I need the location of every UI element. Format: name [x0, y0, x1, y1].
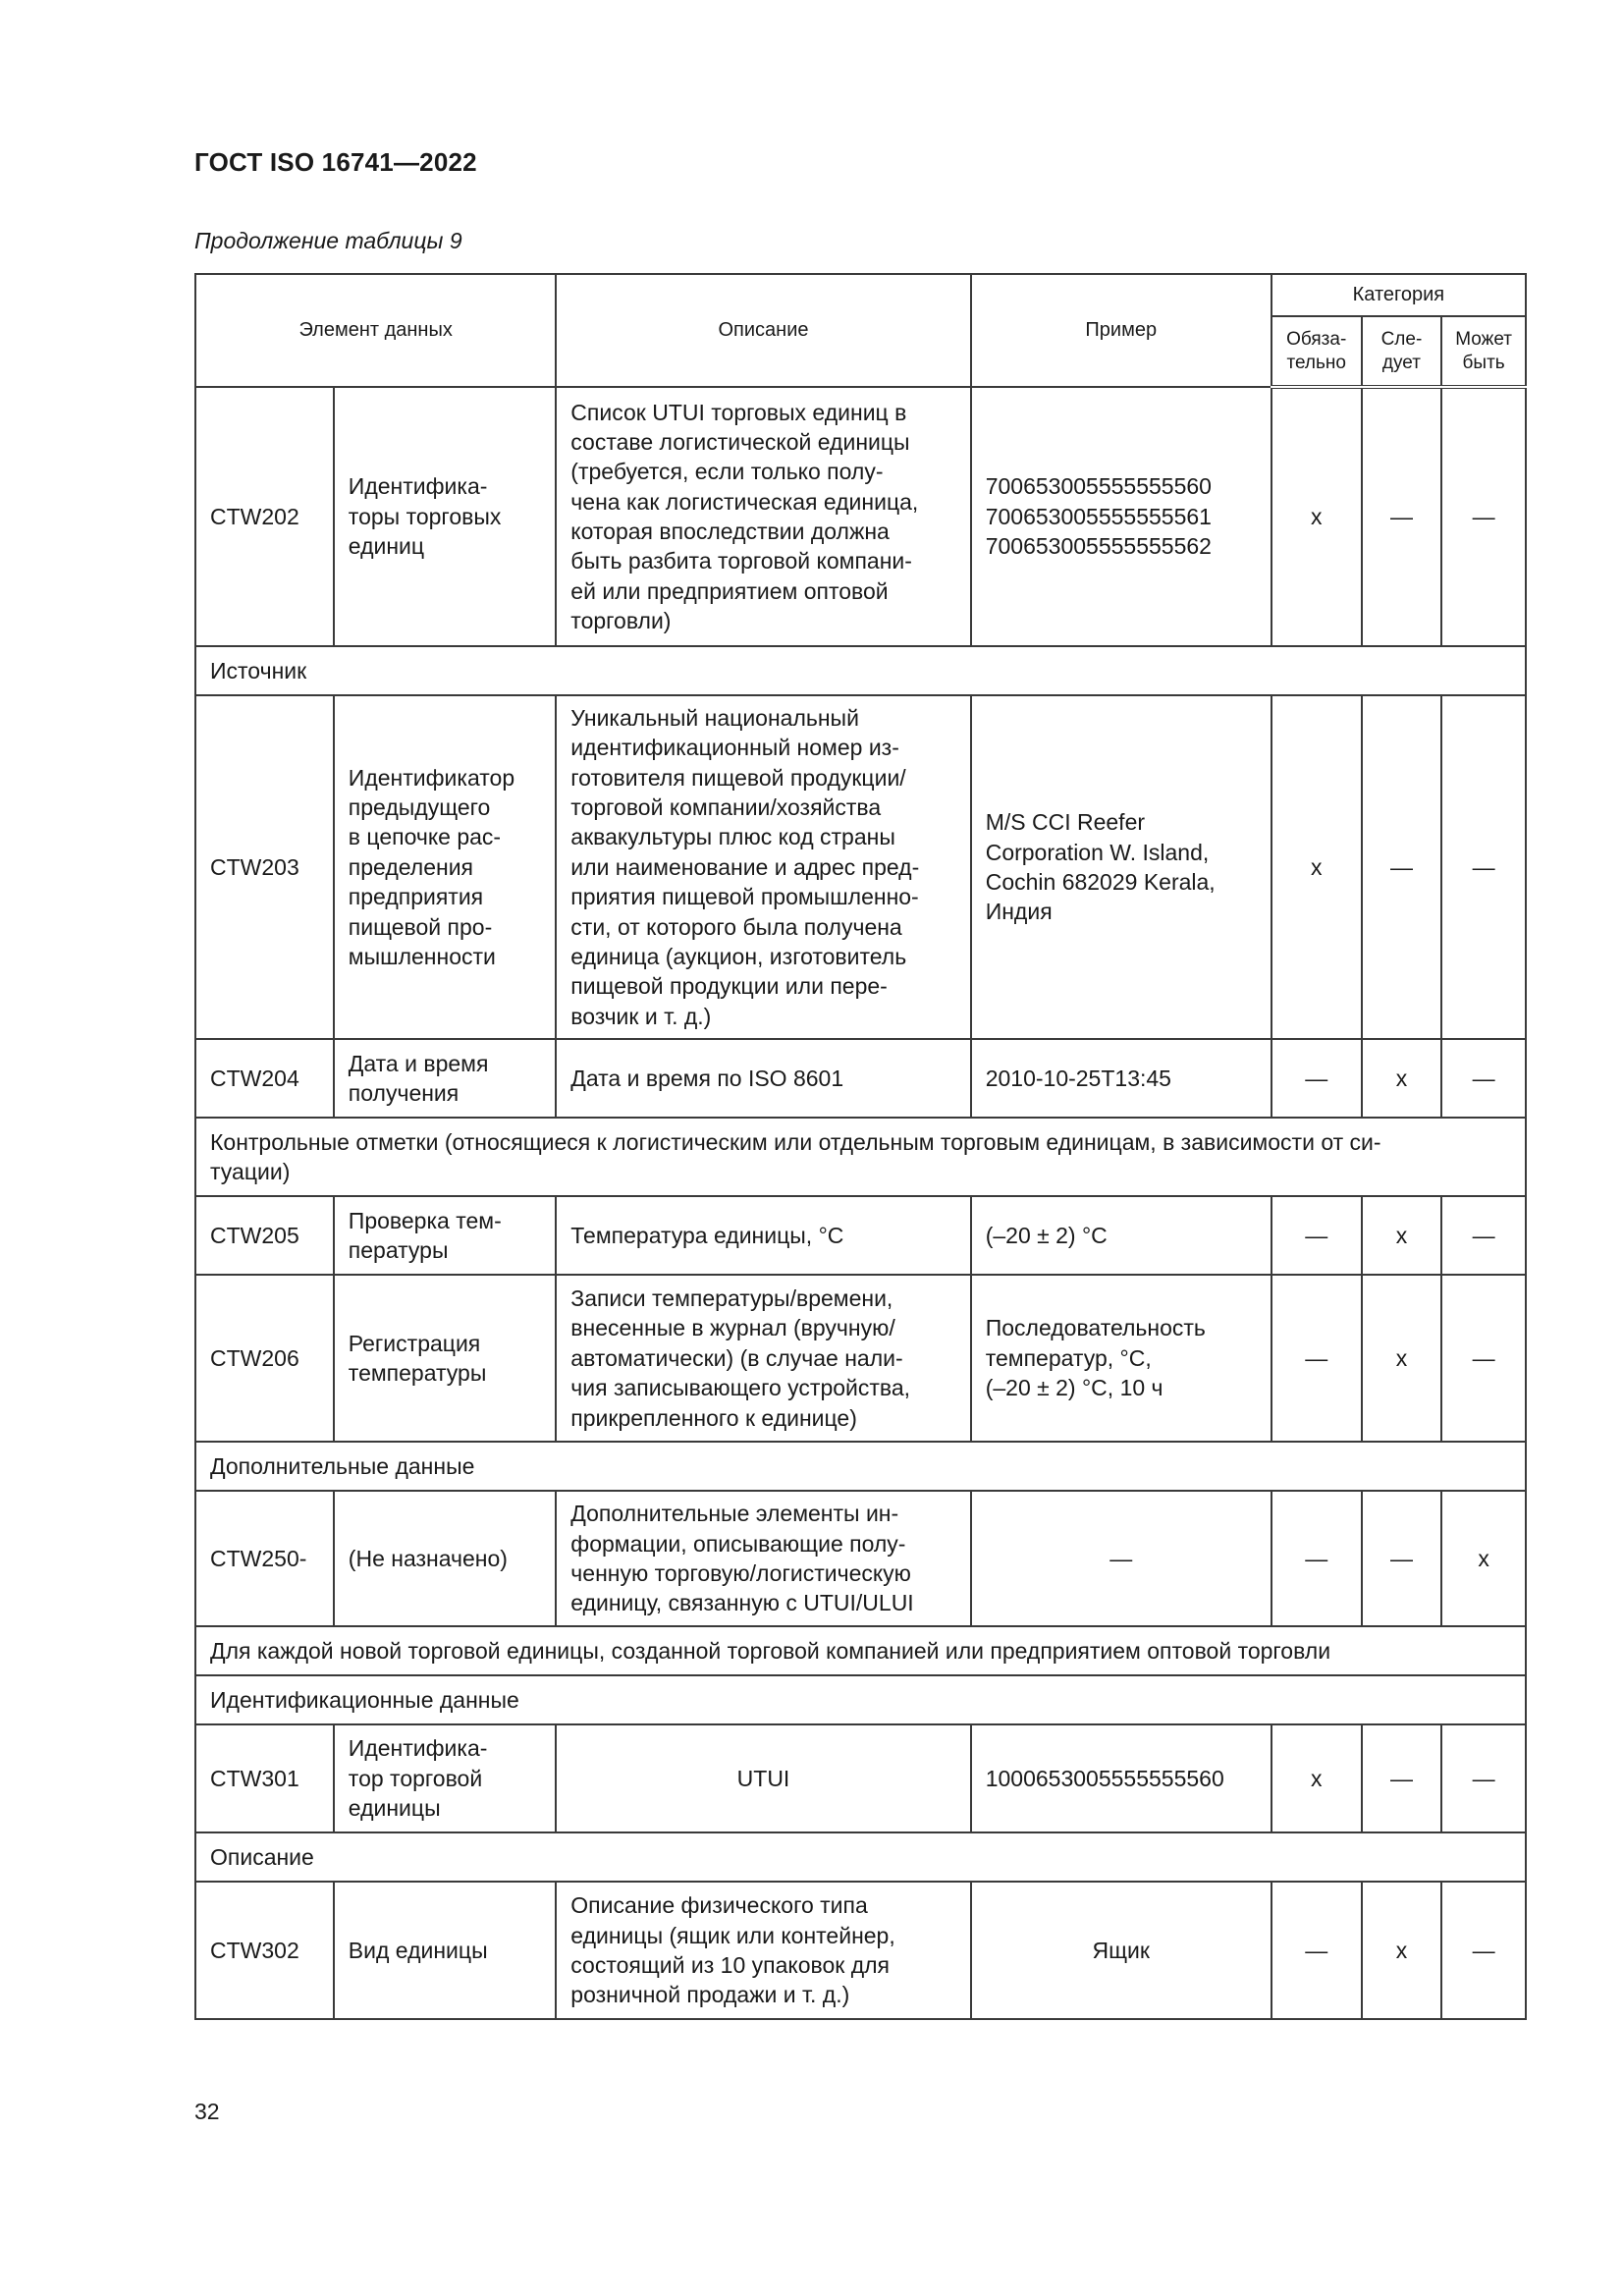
element-description: Список UTUI торговых единиц в составе логистической единицы (требуется, если только полу- чена как логистическая единица, которая впоследствии должна быть разбита торговой компани- ей или предприятием оптовой торговли)	[556, 387, 970, 646]
element-code: CTW202	[195, 387, 334, 646]
element-description: Записи температуры/времени, внесенные в журнал (вручную/ автоматически) (в случае нали- чия записывающего устройства, прикрепленного к единице)	[556, 1275, 970, 1442]
element-code: CTW301	[195, 1724, 334, 1832]
category-mandatory: —	[1271, 1039, 1362, 1118]
section-row	[195, 1118, 1526, 1196]
category-may: x	[1441, 1491, 1526, 1626]
section-label: Идентификационные данные	[195, 1675, 1526, 1724]
element-code: CTW250-	[195, 1491, 334, 1626]
category-may: —	[1441, 387, 1526, 646]
element-name: Дата и время получения	[334, 1039, 557, 1118]
category-should: —	[1362, 695, 1442, 1039]
element-code: CTW203	[195, 695, 334, 1039]
element-description: Дата и время по ISO 8601	[556, 1039, 970, 1118]
table-header-row	[195, 274, 1526, 316]
element-code: CTW206	[195, 1275, 334, 1442]
section-label: Дополнительные данные	[195, 1442, 1526, 1491]
element-code: CTW302	[195, 1882, 334, 2019]
section-label: Описание	[195, 1832, 1526, 1882]
element-example: Последовательность температур, °C, (–20 ± 2) °C, 10 ч	[971, 1275, 1271, 1442]
element-example: M/S CCI Reefer Corporation W. Island, Cochin 682029 Kerala, Индия	[971, 695, 1271, 1039]
category-should: x	[1362, 1882, 1442, 2019]
element-code: CTW205	[195, 1196, 334, 1275]
section-row	[195, 1442, 1526, 1491]
category-mandatory: x	[1271, 1724, 1362, 1832]
element-description: Уникальный национальный идентификационный номер из- готовителя пищевой продукции/ торговой компании/хозяйства аквакультуры плюс код страны или наименование и адрес пред- приятия пищевой промышленно- сти, от которого была получена единица (аукцион, изготовитель пищевой продукции или пере- возчик и т. д.)	[556, 695, 970, 1039]
section-row	[195, 646, 1526, 695]
data-elements-table	[194, 273, 1527, 2020]
element-example: 1000653005555555560	[971, 1724, 1271, 1832]
category-mandatory: x	[1271, 387, 1362, 646]
element-name: Проверка тем- пературы	[334, 1196, 557, 1275]
category-should: —	[1362, 1491, 1442, 1626]
header-should: Сле- дует	[1362, 316, 1442, 387]
table-row	[195, 695, 1526, 1039]
element-description: UTUI	[556, 1724, 970, 1832]
category-may: —	[1441, 1724, 1526, 1832]
header-element: Элемент данных	[195, 274, 556, 387]
header-description: Описание	[556, 274, 970, 387]
category-mandatory: —	[1271, 1491, 1362, 1626]
section-label: Источник	[195, 646, 1526, 695]
category-may: —	[1441, 1275, 1526, 1442]
category-should: x	[1362, 1039, 1442, 1118]
category-mandatory: —	[1271, 1882, 1362, 2019]
section-label: Контрольные отметки (относящиеся к логистическим или отдельным торговым единицам, в зависимости от си- туации)	[195, 1118, 1526, 1196]
section-row	[195, 1675, 1526, 1724]
document-title: ГОСТ ISO 16741—2022	[194, 147, 477, 177]
element-description: Температура единицы, °C	[556, 1196, 970, 1275]
category-mandatory: —	[1271, 1275, 1362, 1442]
category-should: x	[1362, 1275, 1442, 1442]
category-may: —	[1441, 1039, 1526, 1118]
header-mandatory: Обяза- тельно	[1271, 316, 1362, 387]
category-may: —	[1441, 695, 1526, 1039]
element-example: Ящик	[971, 1882, 1271, 2019]
section-row	[195, 1832, 1526, 1882]
category-should: x	[1362, 1196, 1442, 1275]
element-description: Описание физического типа единицы (ящик или контейнер, состоящий из 10 упаковок для розничной продажи и т. д.)	[556, 1882, 970, 2019]
element-name: Идентифика- торы торговых единиц	[334, 387, 557, 646]
element-example: 700653005555555560 700653005555555561 700653005555555562	[971, 387, 1271, 646]
element-name: Регистрация температуры	[334, 1275, 557, 1442]
table-row	[195, 1724, 1526, 1832]
table-continuation-label: Продолжение таблицы 9	[194, 228, 462, 253]
table-row	[195, 387, 1526, 646]
page-number: 32	[194, 2099, 220, 2124]
table-row	[195, 1039, 1526, 1118]
element-name: Вид единицы	[334, 1882, 557, 2019]
header-may: Может быть	[1441, 316, 1526, 387]
element-example: 2010-10-25T13:45	[971, 1039, 1271, 1118]
element-name: Идентификатор предыдущего в цепочке рас- пределения предприятия пищевой про- мышленности	[334, 695, 557, 1039]
element-name: (Не назначено)	[334, 1491, 557, 1626]
header-category: Категория	[1271, 274, 1526, 316]
table-row	[195, 1882, 1526, 2019]
element-description: Дополнительные элементы ин- формации, описывающие полу- ченную торговую/логистическую единицу, связанную с UTUI/ULUI	[556, 1491, 970, 1626]
element-code: CTW204	[195, 1039, 334, 1118]
section-label: Для каждой новой торговой единицы, созданной торговой компанией или предприятием оптовой торговли	[195, 1626, 1526, 1675]
category-should: —	[1362, 387, 1442, 646]
element-example: (–20 ± 2) °C	[971, 1196, 1271, 1275]
table-row	[195, 1275, 1526, 1442]
header-example: Пример	[971, 274, 1271, 387]
category-mandatory: —	[1271, 1196, 1362, 1275]
table-row	[195, 1491, 1526, 1626]
element-name: Идентифика- тор торговой единицы	[334, 1724, 557, 1832]
table-row	[195, 1196, 1526, 1275]
category-should: —	[1362, 1724, 1442, 1832]
section-row	[195, 1626, 1526, 1675]
element-example: —	[971, 1491, 1271, 1626]
category-may: —	[1441, 1882, 1526, 2019]
category-mandatory: x	[1271, 695, 1362, 1039]
category-may: —	[1441, 1196, 1526, 1275]
